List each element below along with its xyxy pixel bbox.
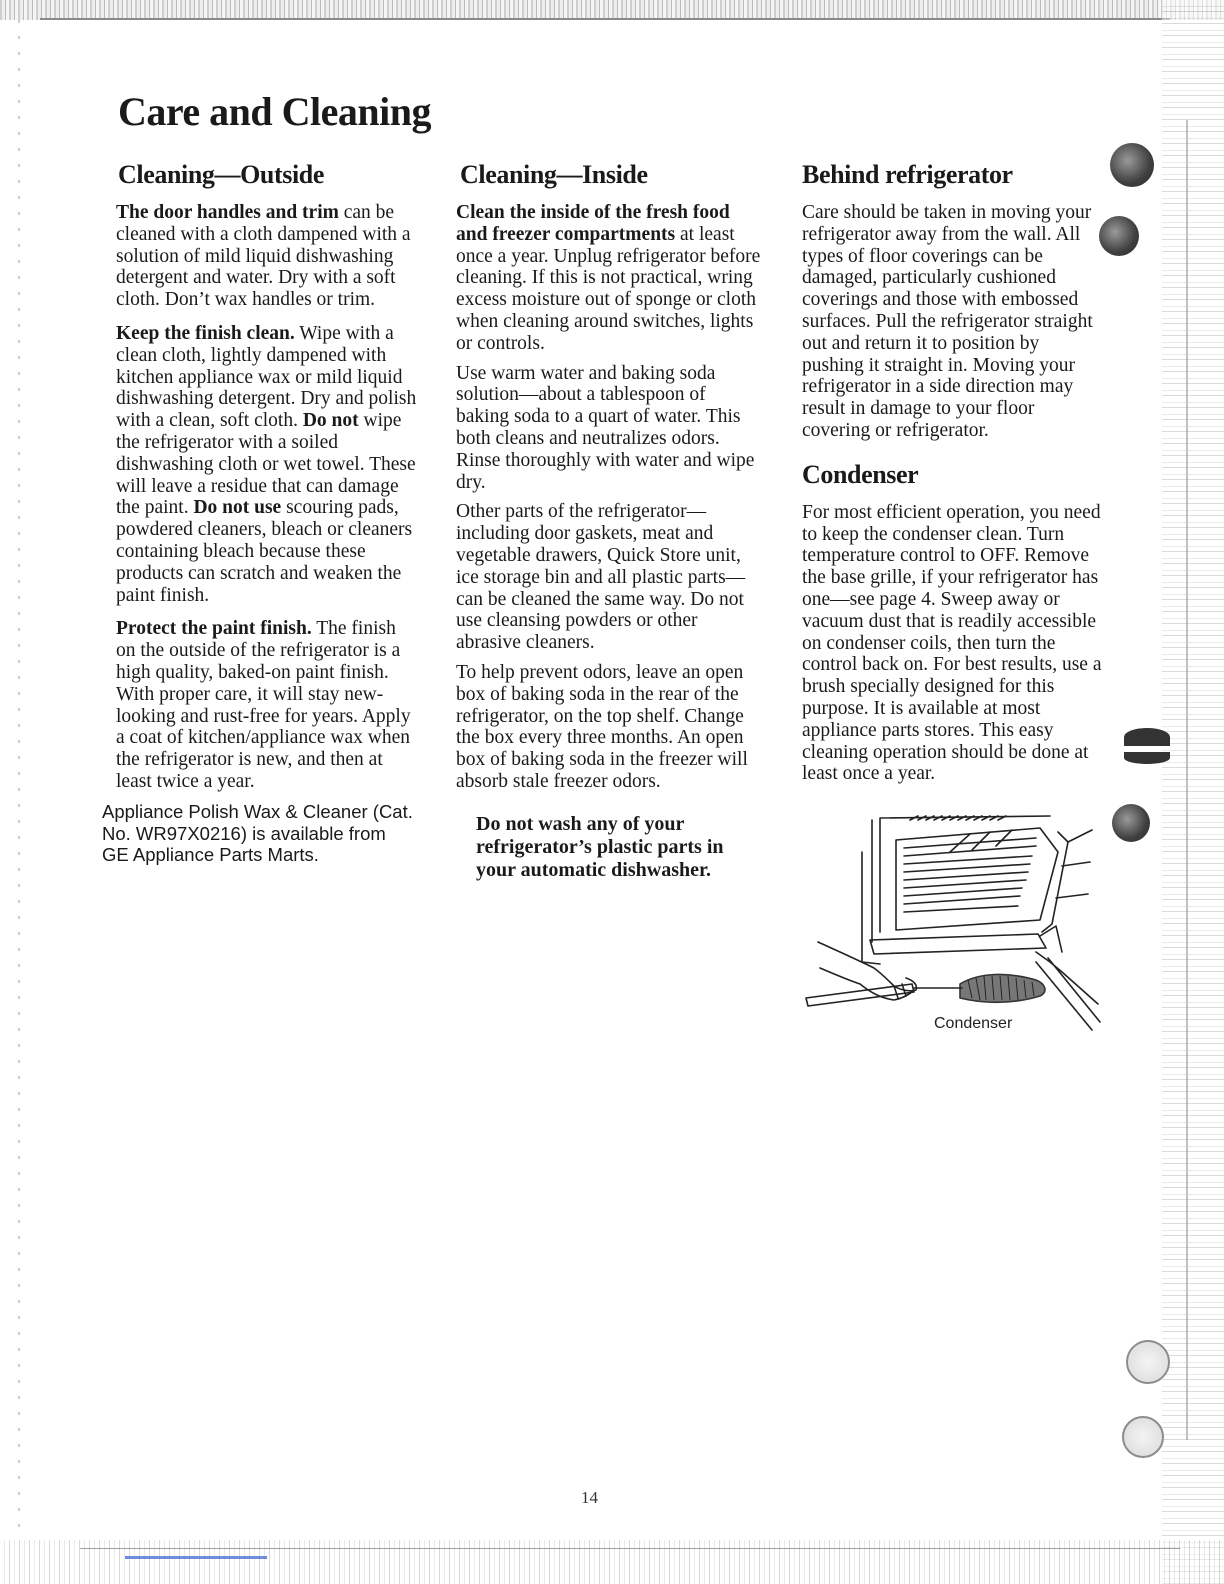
punch-hole-icon xyxy=(1110,143,1154,187)
bold-lead: Protect the paint finish. xyxy=(116,618,312,640)
paragraph-door-handles xyxy=(102,202,417,311)
column-cleaning-outside xyxy=(102,160,417,874)
punch-hole-icon xyxy=(1112,804,1150,842)
page-title: Care and Cleaning xyxy=(118,89,432,134)
scan-edge-top xyxy=(0,0,1224,20)
punch-hole-icon xyxy=(1122,1416,1164,1458)
punch-hole-icon xyxy=(1126,1340,1170,1384)
scan-line-right xyxy=(1186,120,1188,1440)
heading-behind-refrigerator: Behind refrigerator xyxy=(802,160,1013,189)
bold-lead: Keep the finish clean. xyxy=(116,322,295,344)
paragraph-condenser-cleaning: For most efficient operation, you need to keep the condenser clean. Turn temperature control to OFF. Remove the base grille, if your refrigerator has one—see page 4. Sweep away or vacuum dust that is readily accessible on condenser coils, then turn the control back on. For best results, use a brush specially designed for this purpose. It is available at most appliance parts stores. This easy cleaning operation should be done at least once a year. xyxy=(802,501,1102,785)
scan-edge-bottom xyxy=(0,1540,1224,1584)
paragraph-keep-finish-clean xyxy=(102,323,417,606)
bold-lead: Clean the inside of the fresh food and freezer compartments xyxy=(456,202,730,245)
paragraph-text: at least once a year. Unplug refrigerator before cleaning. If this is not practical, wring excess moisture out of sponge or cloth when cleaning around switches, lights or controls. xyxy=(456,223,761,354)
heading-cleaning-outside: Cleaning—Outside xyxy=(118,160,324,189)
column-behind-condenser xyxy=(802,160,1102,793)
scan-line-top xyxy=(40,18,1170,20)
scan-edge-left xyxy=(18,20,20,1540)
heading-cleaning-inside: Cleaning—Inside xyxy=(460,160,648,189)
paragraph-other-parts: Other parts of the refrigerator—including door gaskets, meat and vegetable drawers, Quick Store unit, ice storage bin and all plastic parts—can be cleaned the same way. Do not use cleansing powders or other abrasive cleaners. xyxy=(456,501,746,654)
bold-warning: Do not xyxy=(302,410,359,432)
scan-mark-bottom xyxy=(125,1556,267,1559)
paragraph-moving-refrigerator: Care should be taken in moving your refrigerator away from the wall. All types of floor coverings can be damaged, particularly cushioned coverings and those with embossed surfaces. Pull the refrigerator straight out and return it to position by pushing it straight in. Moving your refrigerator in a side direction may result in damage to your floor covering or refrigerator. xyxy=(802,202,1093,441)
paragraph-polish-wax: Appliance Polish Wax & Cleaner (Cat. No. WR97X0216) is available from GE Appliance Parts Marts. xyxy=(102,800,413,866)
punch-hole-icon xyxy=(1099,216,1139,256)
paragraph-text: Wipe with a clean cloth, lightly dampened with kitchen appliance wax or mild liquid dishwashing detergent. Dry and polish with a clean, soft cloth. xyxy=(116,322,417,432)
page-number: 14 xyxy=(581,1488,598,1507)
heading-condenser: Condenser xyxy=(802,459,919,489)
dishwasher-warning: Do not wash any of your refrigerator’s plastic parts in your automatic dishwasher. xyxy=(476,812,724,881)
paragraph-baking-soda-solution: Use warm water and baking soda solution—about a tablespoon of baking soda to a quart of water. This both cleans and neutralizes odors. Rinse thoroughly with water and wipe dry. xyxy=(456,362,755,493)
paragraph-text: wipe the refrigerator with a soiled dishwashing cloth or wet towel. These will leave a residue that can damage the paint. xyxy=(116,410,416,519)
scan-edge-right xyxy=(1162,0,1224,1584)
scan-line-bottom xyxy=(80,1548,1180,1549)
punch-hole-icon xyxy=(1124,728,1170,746)
bold-warning: Do not use xyxy=(193,497,282,519)
paragraph-text: The finish on the outside of the refrigerator is a high quality, baked-on paint finish. With proper care, it will stay new-looking and rust-free for years. Apply a coat of kitchen/appliance wax when the refrigerator is new, and then at least twice a year. xyxy=(116,618,411,792)
punch-hole-icon xyxy=(1124,752,1170,764)
condenser-label: Condenser xyxy=(934,1015,1013,1032)
condenser-cleaning-illustration xyxy=(800,812,1110,1050)
paragraph-text: can be cleaned with a cloth dampened with a solution of mild liquid dishwashing detergent and water. Dry with a soft cloth. Don’t wax handles or trim. xyxy=(116,202,411,311)
bold-lead: The door handles and trim xyxy=(116,202,339,223)
column-cleaning-inside xyxy=(456,160,761,890)
paragraph-protect-paint xyxy=(102,618,417,792)
paragraph-clean-inside xyxy=(456,202,761,355)
paragraph-prevent-odors: To help prevent odors, leave an open box of baking soda in the rear of the refrigerator, on the top shelf. Change the box every three months. An open box of baking soda in the freezer will absorb stale freezer odors. xyxy=(456,661,748,792)
paragraph-text: scouring pads, powdered cleaners, bleach or cleaners containing bleach because these products can scratch and weaken the paint finish. xyxy=(116,497,413,606)
